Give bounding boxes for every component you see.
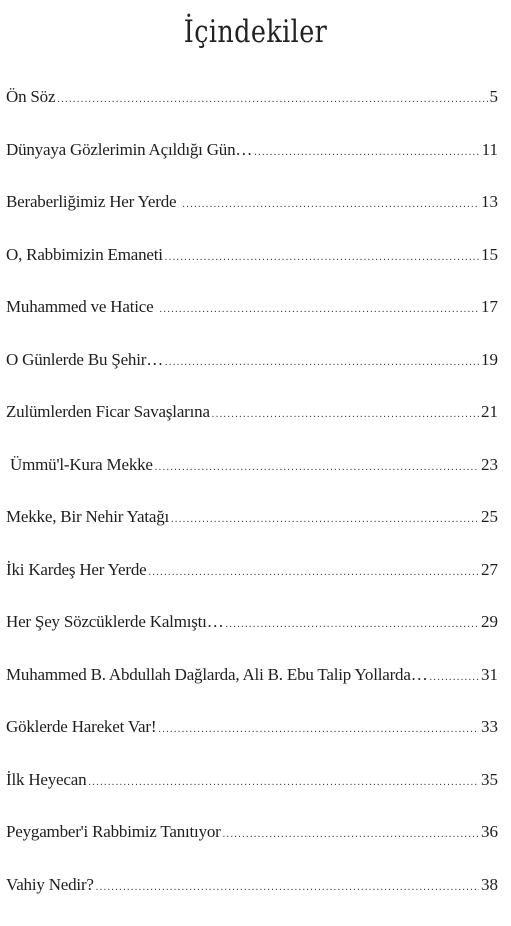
dot-leader [88, 772, 479, 794]
toc-entry-title: Peygamber'i Rabbimiz Tanıtıyor [6, 821, 221, 843]
toc-entry [6, 769, 498, 822]
dot-leader [254, 142, 479, 164]
toc-entry-title: O, Rabbimizin Emaneti [6, 244, 163, 266]
toc-entry-title: Göklerde Hareket Var! [6, 716, 156, 738]
toc-entry-title: Dünyaya Gözlerimin Açıldığı Gün… [6, 139, 252, 161]
toc-entry [6, 86, 498, 139]
toc-entry [6, 296, 498, 349]
toc-entry-title: İki Kardeş Her Yerde [6, 559, 146, 581]
toc-entry-page-number: 36 [481, 821, 498, 843]
toc-entry [6, 349, 498, 402]
toc-entry-title: İlk Heyecan [6, 769, 86, 791]
dot-leader [160, 299, 479, 321]
toc-entry-title: Vahiy Nedir? [6, 874, 94, 896]
toc-entry [6, 139, 498, 192]
toc-entry-page-number: 21 [481, 401, 498, 423]
dot-leader [155, 457, 479, 479]
toc-entry-page-number: 35 [481, 769, 498, 791]
toc-entry [6, 191, 498, 244]
dot-leader [148, 562, 479, 584]
toc-entry-page-number: 31 [481, 664, 498, 686]
table-of-contents [6, 86, 498, 926]
toc-entry [6, 559, 498, 612]
dot-leader [165, 247, 479, 269]
toc-entry [6, 611, 498, 664]
toc-entry-title: Muhammed B. Abdullah Dağlarda, Ali B. Ebu Talip Yollarda… [6, 664, 428, 686]
toc-entry-page-number: 33 [481, 716, 498, 738]
toc-entry-title: Ümmü'l-Kura Mekke [6, 454, 153, 476]
toc-entry [6, 821, 498, 874]
toc-entry-page-number: 38 [481, 874, 498, 896]
toc-entry-title: Mekke, Bir Nehir Yatağı [6, 506, 169, 528]
toc-entry-page-number: 15 [481, 244, 498, 266]
dot-leader [57, 89, 487, 111]
toc-entry-page-number: 29 [481, 611, 498, 633]
toc-entry [6, 716, 498, 769]
dot-leader [182, 194, 479, 216]
toc-entry [6, 506, 498, 559]
dot-leader [226, 614, 479, 636]
toc-entry-page-number: 13 [481, 191, 498, 213]
toc-entry-title: Beraberliğimiz Her Yerde [6, 191, 180, 213]
dot-leader [158, 719, 479, 741]
toc-entry [6, 664, 498, 717]
toc-entry-page-number: 17 [481, 296, 498, 318]
dot-leader [430, 667, 479, 689]
dot-leader [96, 877, 479, 899]
toc-entry [6, 401, 498, 454]
toc-entry-page-number: 23 [481, 454, 498, 476]
toc-entry-page-number: 27 [481, 559, 498, 581]
toc-entry-title: Ön Söz [6, 86, 55, 108]
dot-leader [212, 404, 479, 426]
toc-entry-title: Zulümlerden Ficar Savaşlarına [6, 401, 210, 423]
toc-entry-page-number: 11 [482, 139, 498, 161]
dot-leader [171, 509, 479, 531]
toc-entry [6, 244, 498, 297]
toc-entry-title: Her Şey Sözcüklerde Kalmıştı… [6, 611, 224, 633]
toc-entry-title: Muhammed ve Hatice [6, 296, 158, 318]
toc-entry [6, 454, 498, 507]
dot-leader [223, 824, 479, 846]
toc-entry-page-number: 5 [490, 86, 499, 108]
page-title: İçindekiler [46, 14, 465, 50]
toc-entry-title: O Günlerde Bu Şehir… [6, 349, 163, 371]
dot-leader [165, 352, 479, 374]
toc-entry-page-number: 25 [481, 506, 498, 528]
toc-entry-page-number: 19 [481, 349, 498, 371]
